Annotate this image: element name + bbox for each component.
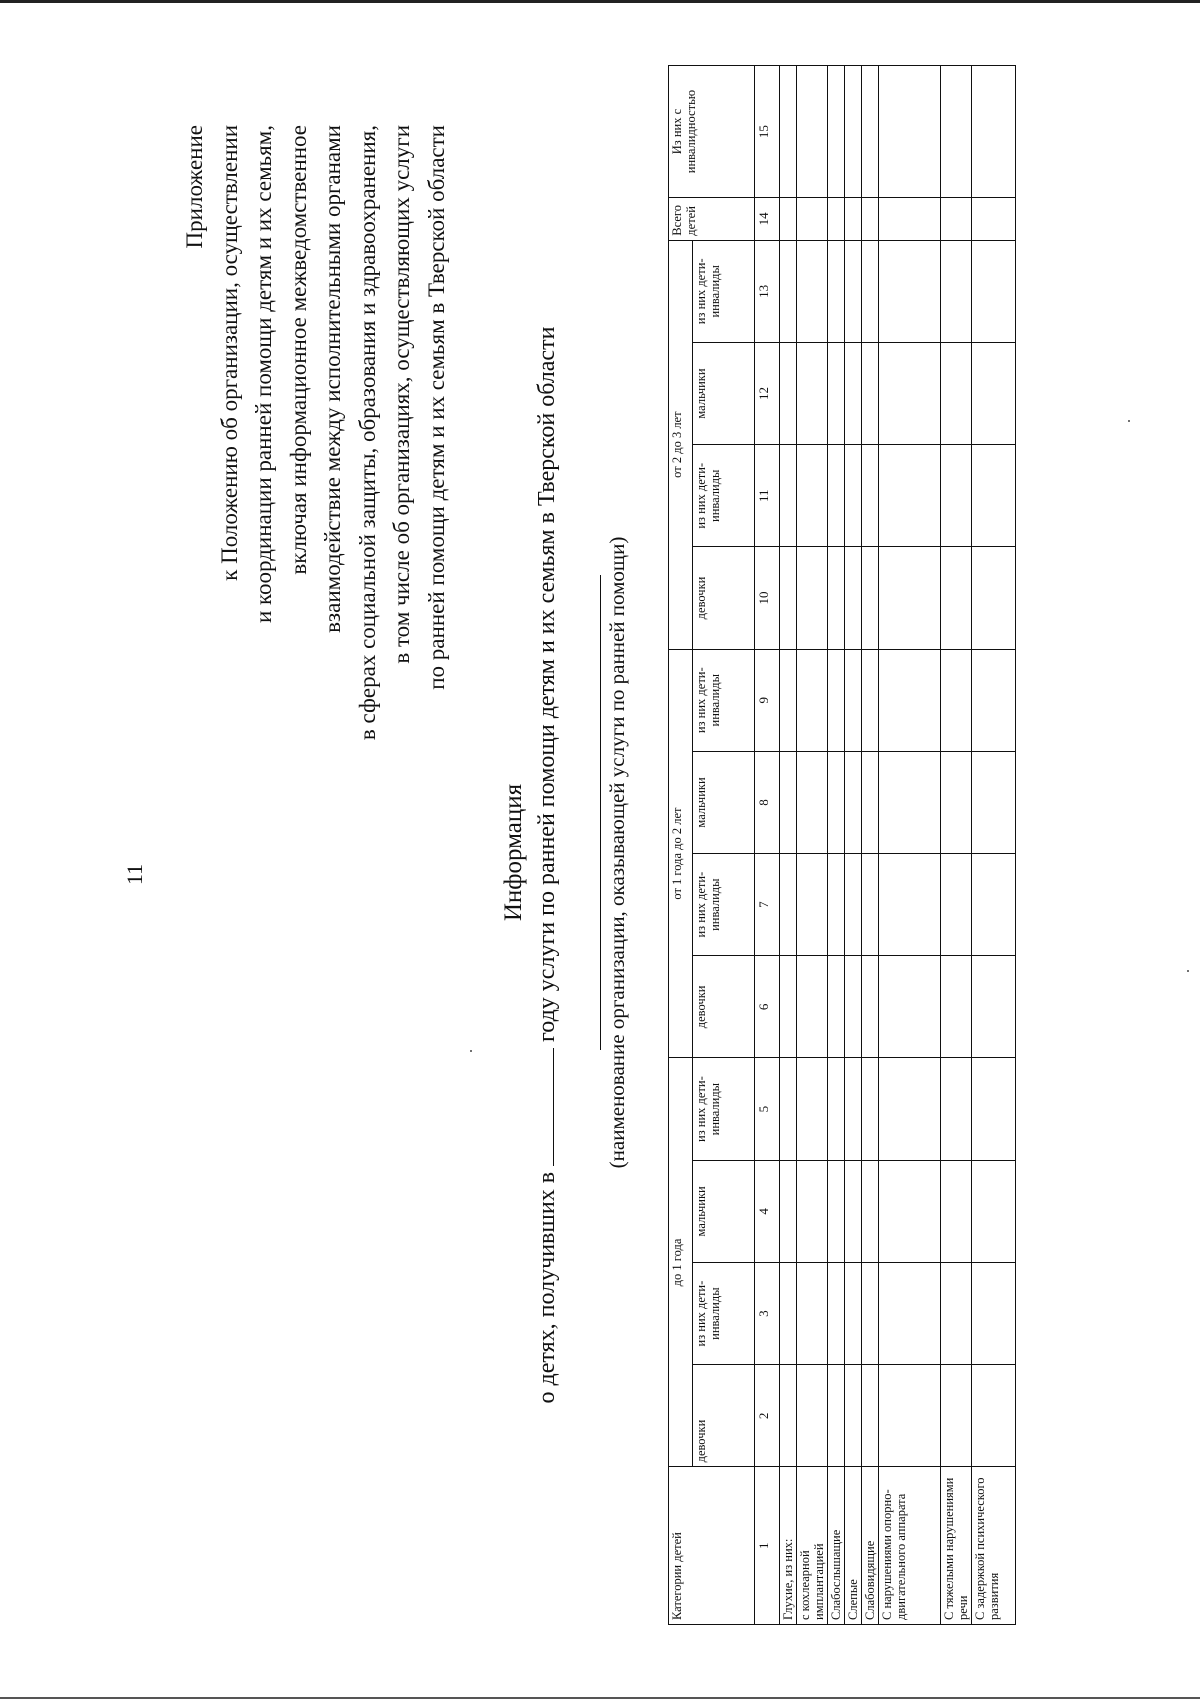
subtitle-after: году услуги по ранней помощи детям и их семьям в Тверской области	[534, 326, 560, 1042]
table-row	[845, 66, 862, 1625]
row-label: Слабослышащие	[828, 1467, 845, 1625]
header-total: Всего детей	[669, 198, 755, 241]
header-category: Категории детей	[669, 1467, 755, 1625]
document-subtitle	[534, 165, 561, 1565]
header-boys: мальчики	[693, 1160, 755, 1262]
row-label: Слепые	[845, 1467, 862, 1625]
row-label: Глухие, из них:	[780, 1467, 797, 1625]
header-disabled: из них дети-инвалиды	[693, 240, 755, 342]
appendix-line: включая информационное межведомственное	[285, 125, 311, 575]
column-number: 1	[755, 1467, 780, 1625]
header-girls: девочки	[693, 1365, 755, 1467]
header-boys: мальчики	[693, 342, 755, 444]
table-row	[941, 66, 972, 1625]
column-number: 13	[755, 240, 780, 342]
subtitle-before: о детях, получивших в	[534, 1171, 560, 1404]
table-row	[972, 66, 1016, 1625]
header-boys: мальчики	[693, 751, 755, 853]
header-age-group: до 1 года	[669, 1058, 693, 1467]
document-title: Информация	[500, 783, 527, 922]
header-girls: девочки	[693, 956, 755, 1058]
column-number: 15	[755, 66, 780, 198]
header-age-group: от 2 до 3 лет	[669, 240, 693, 649]
table-row	[879, 66, 941, 1625]
row-label: С нарушениями опорно-двигательного аппарата	[879, 1467, 941, 1625]
header-with-disability: Из них с инвалидностью	[669, 66, 755, 198]
children-statistics-table	[668, 65, 1016, 1625]
table-row	[780, 66, 797, 1625]
appendix-line: по ранней помощи детям и их семьям в Тверской области	[423, 125, 449, 690]
column-number: 2	[755, 1365, 780, 1467]
header-disabled: из них дети-инвалиды	[693, 445, 755, 547]
header-disabled: из них дети-инвалиды	[693, 649, 755, 751]
table-row	[797, 66, 828, 1625]
header-age-group: от 1 года до 2 лет	[669, 649, 693, 1058]
appendix-line: взаимодействие между исполнительными органами	[320, 125, 345, 633]
column-number: 4	[755, 1160, 780, 1262]
appendix-line: Приложение	[182, 125, 207, 249]
table-row	[862, 66, 879, 1625]
row-label: С тяжелыми нарушениями речи	[941, 1467, 972, 1625]
column-number: 11	[755, 445, 780, 547]
row-label: С задержкой психического развития	[972, 1467, 1016, 1625]
appendix-line: в сферах социальной защиты, образования и здравоохранения,	[354, 125, 380, 741]
row-label: с кохлеарной имплантацией	[797, 1467, 828, 1625]
column-number: 10	[755, 547, 780, 649]
header-disabled: из них дети-инвалиды	[693, 1262, 755, 1364]
header-disabled: из них дети-инвалиды	[693, 854, 755, 956]
column-numbers-row	[755, 66, 780, 1625]
column-number: 8	[755, 751, 780, 853]
column-number: 12	[755, 342, 780, 444]
column-number: 6	[755, 956, 780, 1058]
column-number: 5	[755, 1058, 780, 1160]
column-number: 3	[755, 1262, 780, 1364]
header-girls: девочки	[693, 547, 755, 649]
column-number: 14	[755, 198, 780, 241]
column-number: 7	[755, 854, 780, 956]
table-row	[828, 66, 845, 1625]
column-number: 9	[755, 649, 780, 751]
organization-caption: (наименование организации, оказывающей услуги по ранней помощи)	[605, 536, 629, 1169]
page-number: 11	[122, 863, 147, 885]
appendix-line: к Положению об организации, осуществлении	[216, 125, 242, 581]
year-blank-line	[552, 1048, 554, 1166]
organization-name-line	[600, 575, 601, 1050]
row-label: Слабовидящие	[862, 1467, 879, 1625]
appendix-line: и координации ранней помощи детям и их семьям,	[251, 125, 276, 624]
appendix-header	[178, 125, 454, 1205]
header-disabled: из них дети-инвалиды	[693, 1058, 755, 1160]
appendix-line: в том числе об организациях, осуществляющих услуги	[389, 125, 414, 664]
